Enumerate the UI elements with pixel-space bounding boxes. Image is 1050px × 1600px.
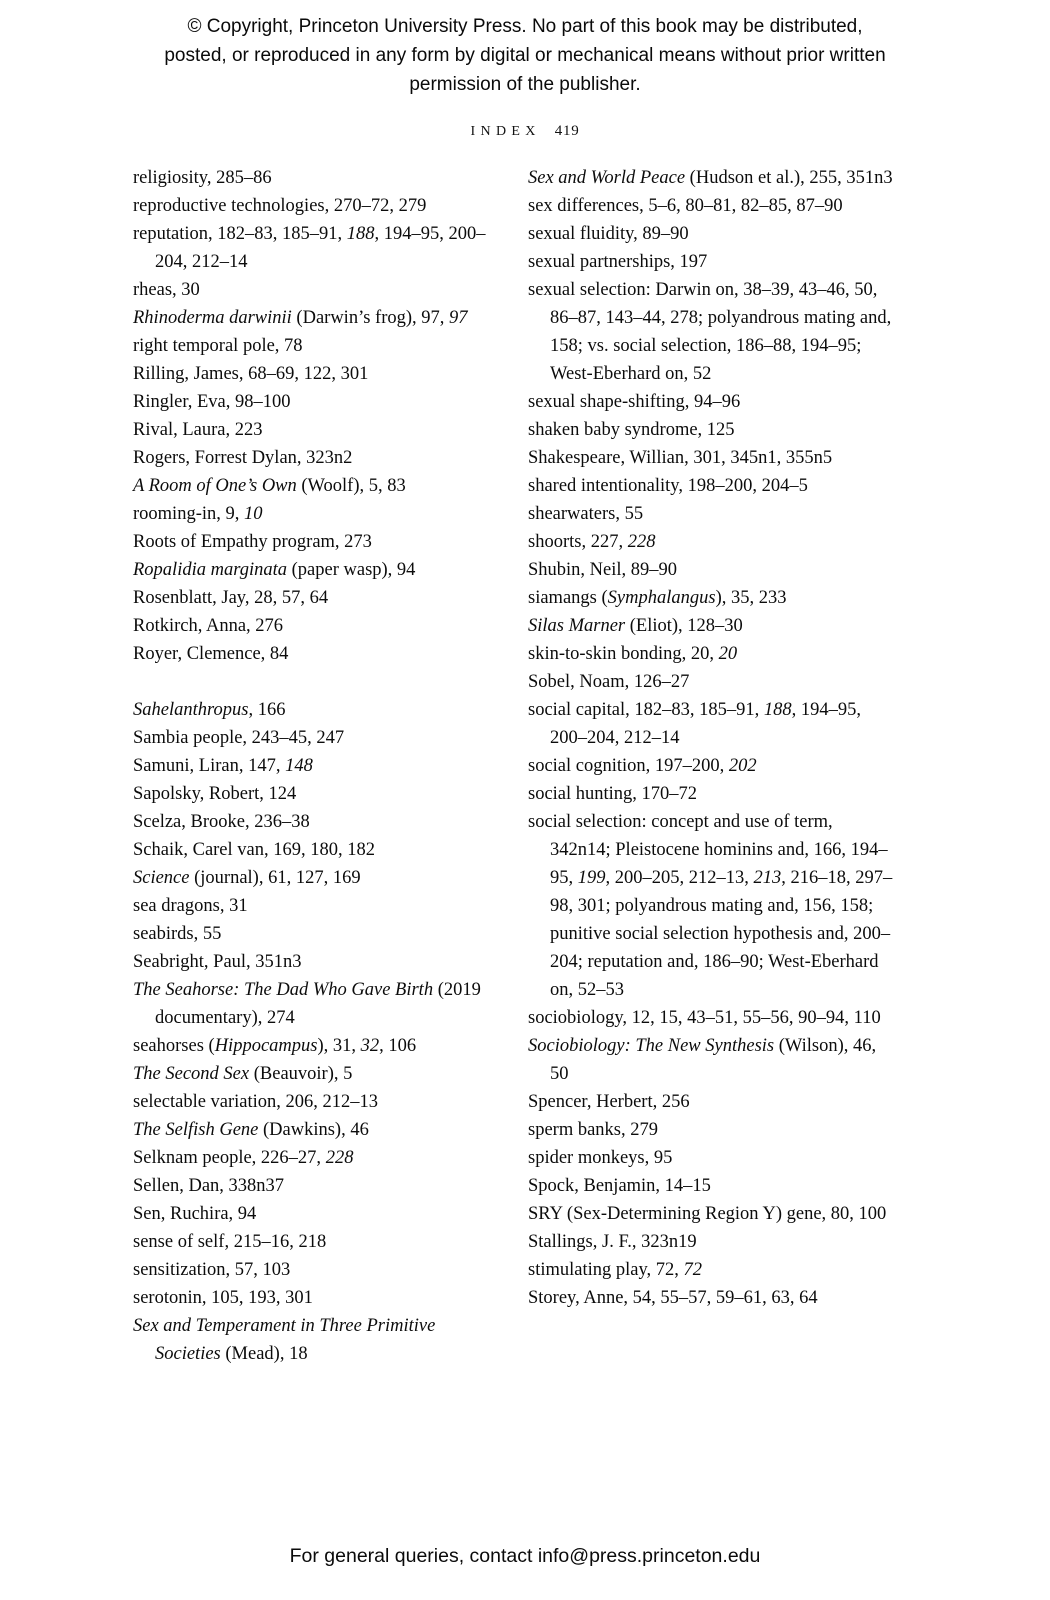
italic-text: 10 bbox=[244, 504, 263, 524]
index-entry: rheas, 30 bbox=[133, 280, 200, 300]
index-entry: Rogers, Forrest Dylan, 323n2 bbox=[133, 448, 353, 468]
index-entry: Rilling, James, 68–69, 122, 301 bbox=[133, 364, 369, 384]
index-column-right bbox=[528, 164, 893, 1368]
index-entry: Roots of Empathy program, 273 bbox=[133, 532, 372, 552]
index-entry: Rival, Laura, 223 bbox=[133, 420, 263, 440]
index-entry: spider monkeys, 95 bbox=[528, 1148, 673, 1168]
footer-contact-text: For general queries, contact info@press.princeton.edu bbox=[289, 1545, 761, 1567]
index-entry: sexual selection: Darwin on, 38–39, 43–46, 50, 86–87, 143–44, 278; polyandrous mating and, 158; vs. social selection, 186–88, 194–95; West-Eberhard on, 52 bbox=[528, 280, 892, 384]
index-columns bbox=[133, 164, 893, 1368]
index-entry: Storey, Anne, 54, 55–57, 59–61, 63, 64 bbox=[528, 1288, 818, 1308]
index-entry: sea dragons, 31 bbox=[133, 896, 248, 916]
italic-text: 188 bbox=[346, 224, 375, 244]
index-entry: rooming-in, 9, 10 bbox=[133, 504, 263, 524]
italic-text: 213 bbox=[753, 868, 782, 888]
index-entry: social hunting, 170–72 bbox=[528, 784, 698, 804]
copyright-notice: © Copyright, Princeton University Press. No part of this book may be distributed, posted, or reproduced in any form by digital or mechanical means without prior written permission of the publisher. bbox=[164, 16, 886, 95]
index-entry: skin-to-skin bonding, 20, 20 bbox=[528, 644, 738, 664]
italic-text: A Room of One’s Own bbox=[133, 476, 297, 496]
index-entry: seabirds, 55 bbox=[133, 924, 222, 944]
italic-text: 228 bbox=[325, 1148, 354, 1168]
index-entry: sperm banks, 279 bbox=[528, 1120, 658, 1140]
italic-text: 32 bbox=[360, 1036, 380, 1056]
index-entry: Silas Marner (Eliot), 128–30 bbox=[528, 616, 743, 636]
index-entry: selectable variation, 206, 212–13 bbox=[133, 1092, 379, 1112]
index-entry: Selknam people, 226–27, 228 bbox=[133, 1148, 354, 1168]
italic-text: 188 bbox=[763, 700, 792, 720]
index-entry: Shubin, Neil, 89–90 bbox=[528, 560, 678, 580]
index-entry: sexual shape-shifting, 94–96 bbox=[528, 392, 741, 412]
italic-text: Rhinoderma darwinii bbox=[133, 308, 292, 328]
index-column-left bbox=[133, 164, 498, 1368]
index-entry: siamangs (Symphalangus), 35, 233 bbox=[528, 588, 787, 608]
italic-text: Sex and Temperament in Three Primitive Societies bbox=[133, 1316, 436, 1364]
index-entry: Sahelanthropus, 166 bbox=[133, 700, 286, 720]
index-entry: Rhinoderma darwinii (Darwin’s frog), 97, 97 bbox=[133, 308, 468, 328]
index-entry: shearwaters, 55 bbox=[528, 504, 644, 524]
index-entry: religiosity, 285–86 bbox=[133, 168, 272, 188]
italic-text: The Second Sex bbox=[133, 1064, 250, 1084]
index-entry: shaken baby syndrome, 125 bbox=[528, 420, 735, 440]
index-entry: Spock, Benjamin, 14–15 bbox=[528, 1176, 711, 1196]
italic-text: 202 bbox=[728, 756, 757, 776]
index-entry: Scelza, Brooke, 236–38 bbox=[133, 812, 310, 832]
italic-text: 148 bbox=[285, 756, 313, 776]
index-entry: reproductive technologies, 270–72, 279 bbox=[133, 196, 427, 216]
index-entry: Ringler, Eva, 98–100 bbox=[133, 392, 291, 412]
index-entry: A Room of One’s Own (Woolf), 5, 83 bbox=[133, 476, 406, 496]
index-entry: sex differences, 5–6, 80–81, 82–85, 87–90 bbox=[528, 196, 843, 216]
index-entry: seahorses (Hippocampus), 31, 32, 106 bbox=[133, 1036, 417, 1056]
italic-text: The Seahorse: The Dad Who Gave Birth bbox=[133, 980, 434, 1000]
index-entry: sociobiology, 12, 15, 43–51, 55–56, 90–94, 110 bbox=[528, 1008, 881, 1028]
index-entry: Shakespeare, Willian, 301, 345n1, 355n5 bbox=[528, 448, 833, 468]
index-entry: sense of self, 215–16, 218 bbox=[133, 1232, 327, 1252]
index-entry: right temporal pole, 78 bbox=[133, 336, 303, 356]
index-entry: Seabright, Paul, 351n3 bbox=[133, 952, 302, 972]
index-entry: Stallings, J. F., 323n19 bbox=[528, 1232, 697, 1252]
italic-text: Hippocampus bbox=[214, 1036, 318, 1056]
index-entry: Sambia people, 243–45, 247 bbox=[133, 728, 345, 748]
footer-contact-line bbox=[0, 1545, 1050, 1568]
italic-text: 228 bbox=[627, 532, 656, 552]
index-label: INDEX bbox=[470, 124, 541, 139]
index-entry: Spencer, Herbert, 256 bbox=[528, 1092, 690, 1112]
index-entry: The Seahorse: The Dad Who Gave Birth (2019 documentary), 274 bbox=[133, 980, 481, 1028]
index-entry: The Second Sex (Beauvoir), 5 bbox=[133, 1064, 353, 1084]
index-entry: Sapolsky, Robert, 124 bbox=[133, 784, 297, 804]
index-entry: stimulating play, 72, 72 bbox=[528, 1260, 703, 1280]
index-entry: Samuni, Liran, 147, 148 bbox=[133, 756, 313, 776]
index-entry: sensitization, 57, 103 bbox=[133, 1260, 291, 1280]
italic-text: 97 bbox=[449, 308, 468, 328]
index-entry: shared intentionality, 198–200, 204–5 bbox=[528, 476, 808, 496]
index-entry: Rotkirch, Anna, 276 bbox=[133, 616, 284, 636]
running-head bbox=[0, 123, 1050, 140]
index-entry: Royer, Clemence, 84 bbox=[133, 644, 289, 664]
index-entry: Sobel, Noam, 126–27 bbox=[528, 672, 690, 692]
index-entry: Science (journal), 61, 127, 169 bbox=[133, 868, 361, 888]
italic-text: Silas Marner bbox=[528, 616, 626, 636]
italic-text: Sex and World Peace bbox=[528, 168, 686, 188]
index-entry: shoorts, 227, 228 bbox=[528, 532, 656, 552]
index-entry: reputation, 182–83, 185–91, 188, 194–95, 200–204, 212–14 bbox=[133, 224, 486, 272]
index-entry: Sex and Temperament in Three Primitive Societies (Mead), 18 bbox=[133, 1316, 436, 1364]
italic-text: 20 bbox=[718, 644, 738, 664]
page-number: 419 bbox=[554, 123, 580, 139]
italic-text: The Selfish Gene bbox=[133, 1120, 259, 1140]
index-entry: sexual partnerships, 197 bbox=[528, 252, 708, 272]
italic-text: Sociobiology: The New Synthesis bbox=[528, 1036, 775, 1056]
index-entry: sexual fluidity, 89–90 bbox=[528, 224, 689, 244]
index-entry: serotonin, 105, 193, 301 bbox=[133, 1288, 313, 1308]
index-entry: social cognition, 197–200, 202 bbox=[528, 756, 757, 776]
italic-text: 72 bbox=[683, 1260, 703, 1280]
index-entry: Rosenblatt, Jay, 28, 57, 64 bbox=[133, 588, 329, 608]
italic-text: 199 bbox=[577, 868, 606, 888]
index-entry: Schaik, Carel van, 169, 180, 182 bbox=[133, 840, 375, 860]
index-entry: Sociobiology: The New Synthesis (Wilson), 46, 50 bbox=[528, 1036, 877, 1084]
italic-text: Ropalidia marginata bbox=[133, 560, 287, 580]
index-entry: SRY (Sex-Determining Region Y) gene, 80, 100 bbox=[528, 1204, 887, 1224]
italic-text: Science bbox=[133, 868, 190, 888]
index-entry: social selection: concept and use of term, 342n14; Pleistocene hominins and, 166, 194–95, 199, 200–205, 212–13, 213, 216–18, 297–98, 301; polyandrous mating and, 156, 158; punitive social selection hypothesis and, 200–204; reputation and, 186–90; West-Eberhard on, 52–53 bbox=[528, 812, 893, 1000]
index-entry: social capital, 182–83, 185–91, 188, 194–95, 200–204, 212–14 bbox=[528, 700, 861, 748]
index-entry: Sex and World Peace (Hudson et al.), 255, 351n3 bbox=[528, 168, 893, 188]
index-entry: Ropalidia marginata (paper wasp), 94 bbox=[133, 560, 416, 580]
italic-text: Sahelanthropus bbox=[133, 700, 249, 720]
index-entry: The Selfish Gene (Dawkins), 46 bbox=[133, 1120, 369, 1140]
italic-text: Symphalangus bbox=[607, 588, 716, 608]
index-entry: Sellen, Dan, 338n37 bbox=[133, 1176, 285, 1196]
index-entry: Sen, Ruchira, 94 bbox=[133, 1204, 257, 1224]
